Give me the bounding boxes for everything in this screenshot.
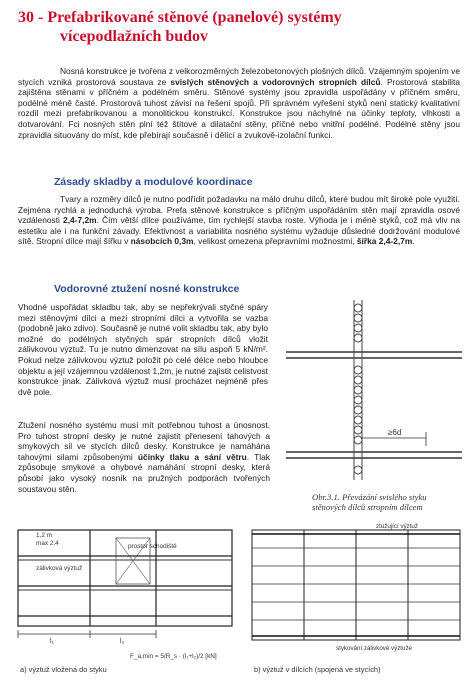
intro-bold: svislých stěnových a vodorovných stropních dílců (170, 76, 381, 87)
section-heading-ztuzeni: Vodorovné ztužení nosné konstrukce (54, 283, 240, 295)
label-prostor-schodiste: prostor schodiště (128, 543, 177, 550)
span-l2: l₂ (120, 638, 125, 645)
dimension-6d (362, 428, 426, 446)
span-dimensions (18, 630, 156, 645)
section2-paragraph-1: Vhodné uspořádat skladbu tak, aby se nepřekrývali styčné spáry mezi stěnovými dílci a mezi stropními dílci a vytvořila se vazba (podobně jako zdivo). Současně je nutné volit skladbu tak, aby bylo možné do podélných styčných spár stropních dílců vložit zálivkovou výztuž. Tu je nutno dimenzovat na sílu aspoň 5 kN/m². Pokud nelze zálivkovou výztuž položit po celé délce nebo hloubce objektu a její vzájemnou vzdálenost 1,2m, je nutné zajistit celistvost konstrukce jinak. Zálivková výztuž musí procházet nejméně přes dvě pole. (18, 302, 268, 397)
dim-1-2m: 1,2 m (36, 532, 52, 539)
label-stykovani: stykování zálivkové výztuže (336, 645, 412, 652)
figure-a-drawing (14, 520, 240, 676)
floor-slab-upper (286, 352, 462, 358)
section2-paragraph-2: Ztužení nosného systému musí mít potřebnou tuhost a únosnost. Pro tuhost stropní desky je nutné zajistit přenesení tahových a smykových sil ve stycích dílců desky. Konstrukce je namáhána tahovými silami způsobenými účinky tlaku a sání větru. Tlak způsobuje smykové a ohybové namáhání stropní desky, která působí jako vysoký nosník na pružných podporách tvořených soustavou stěn. (18, 420, 270, 494)
caption-a: a) výztuž vložená do styku (20, 665, 107, 674)
figure-3-1-drawing (276, 300, 466, 480)
title-line-2: vícepodlažních budov (60, 28, 209, 45)
span-l1: l₁ (50, 638, 54, 645)
label-ztuzujici-vyztuz: ztužující výztuž (376, 523, 418, 530)
figure-3-1-caption: Obr.3.1. Převázání svislého styku stěnových dílců stropním dílcem (312, 492, 427, 513)
formula-fa-min: F_a,min = 5/R_s · (l₁+l₂)/2 [kN] (130, 653, 217, 660)
label-zalivkova-vyztuz: zálivková výztuž (36, 565, 83, 572)
floor-slab-lower (286, 452, 462, 458)
vertical-wall-joint (354, 300, 362, 480)
dimension-label: ≥6d (388, 428, 402, 437)
title-line-1: 30 - Prefabrikované stěnové (panelové) systémy (18, 9, 342, 26)
caption-b: b) výztuž v dílcích (spojená ve stycích) (254, 665, 381, 674)
page-title (18, 8, 468, 46)
figure-b-drawing (246, 520, 468, 676)
grid-panels (252, 530, 460, 640)
intro-paragraph: Nosná konstrukce je tvořena z velkorozměrných železobetonových plošných dílců. Vzájemným spojením ve stycích vzniká prostorová soustava ze svislých stěnových a vodorovných stropních dílců. Prostorová stabilita zajištěna stěnami v příčném a podélném směru. Stěnové systémy jsou zpravidla uspořádány v příčném směru, podélné méně časté. Prostorová tuhost závisí na řešení spojů. Při správném vyřešení styků není statický kvalitativní rozdíl mezi prefabrikovanou a monolitickou konstrukcí. Konstrukce jsou náchylné na účinky teploty, vlhkosti a dotvarování. Fci nosných stěn plní též štítové a dilatační stěny, příčné nebo vnitřní podélné. Podélné stěny jsou zpravidla situovány do míst, kde přebírají současně i dělící a zvukově-izolační funkci. (18, 66, 460, 140)
section-heading-skladba: Zásady skladby a modulové koordinace (54, 176, 253, 188)
section1-paragraph: Tvary a rozměry dílců je nutno podřídit požadavku na málo druhu dílců, které budou mít široké pole využití. Zejména rychlá a jednoduchá výroba. Prefa stěnové konstrukce s příčným uspořádáním stěn mají zpravidla osové vzdálenosti 2,4-7,2m. Čím větší dílce používáme, tím rychlejší stavba roste. Výhoda je i méně styků, což má vliv na estetiku ale i na funkční závady. Efektivnost a variabilita nosného systému vyžaduje důsledné dodržování modulové sítě. Stropní dílce mají šířku v násobcích 0,3m, velikost omezena přepravními možnostmi, šířka 2,4-2,7m. (18, 194, 460, 247)
dim-max-2-4: max 2,4 (36, 540, 59, 547)
